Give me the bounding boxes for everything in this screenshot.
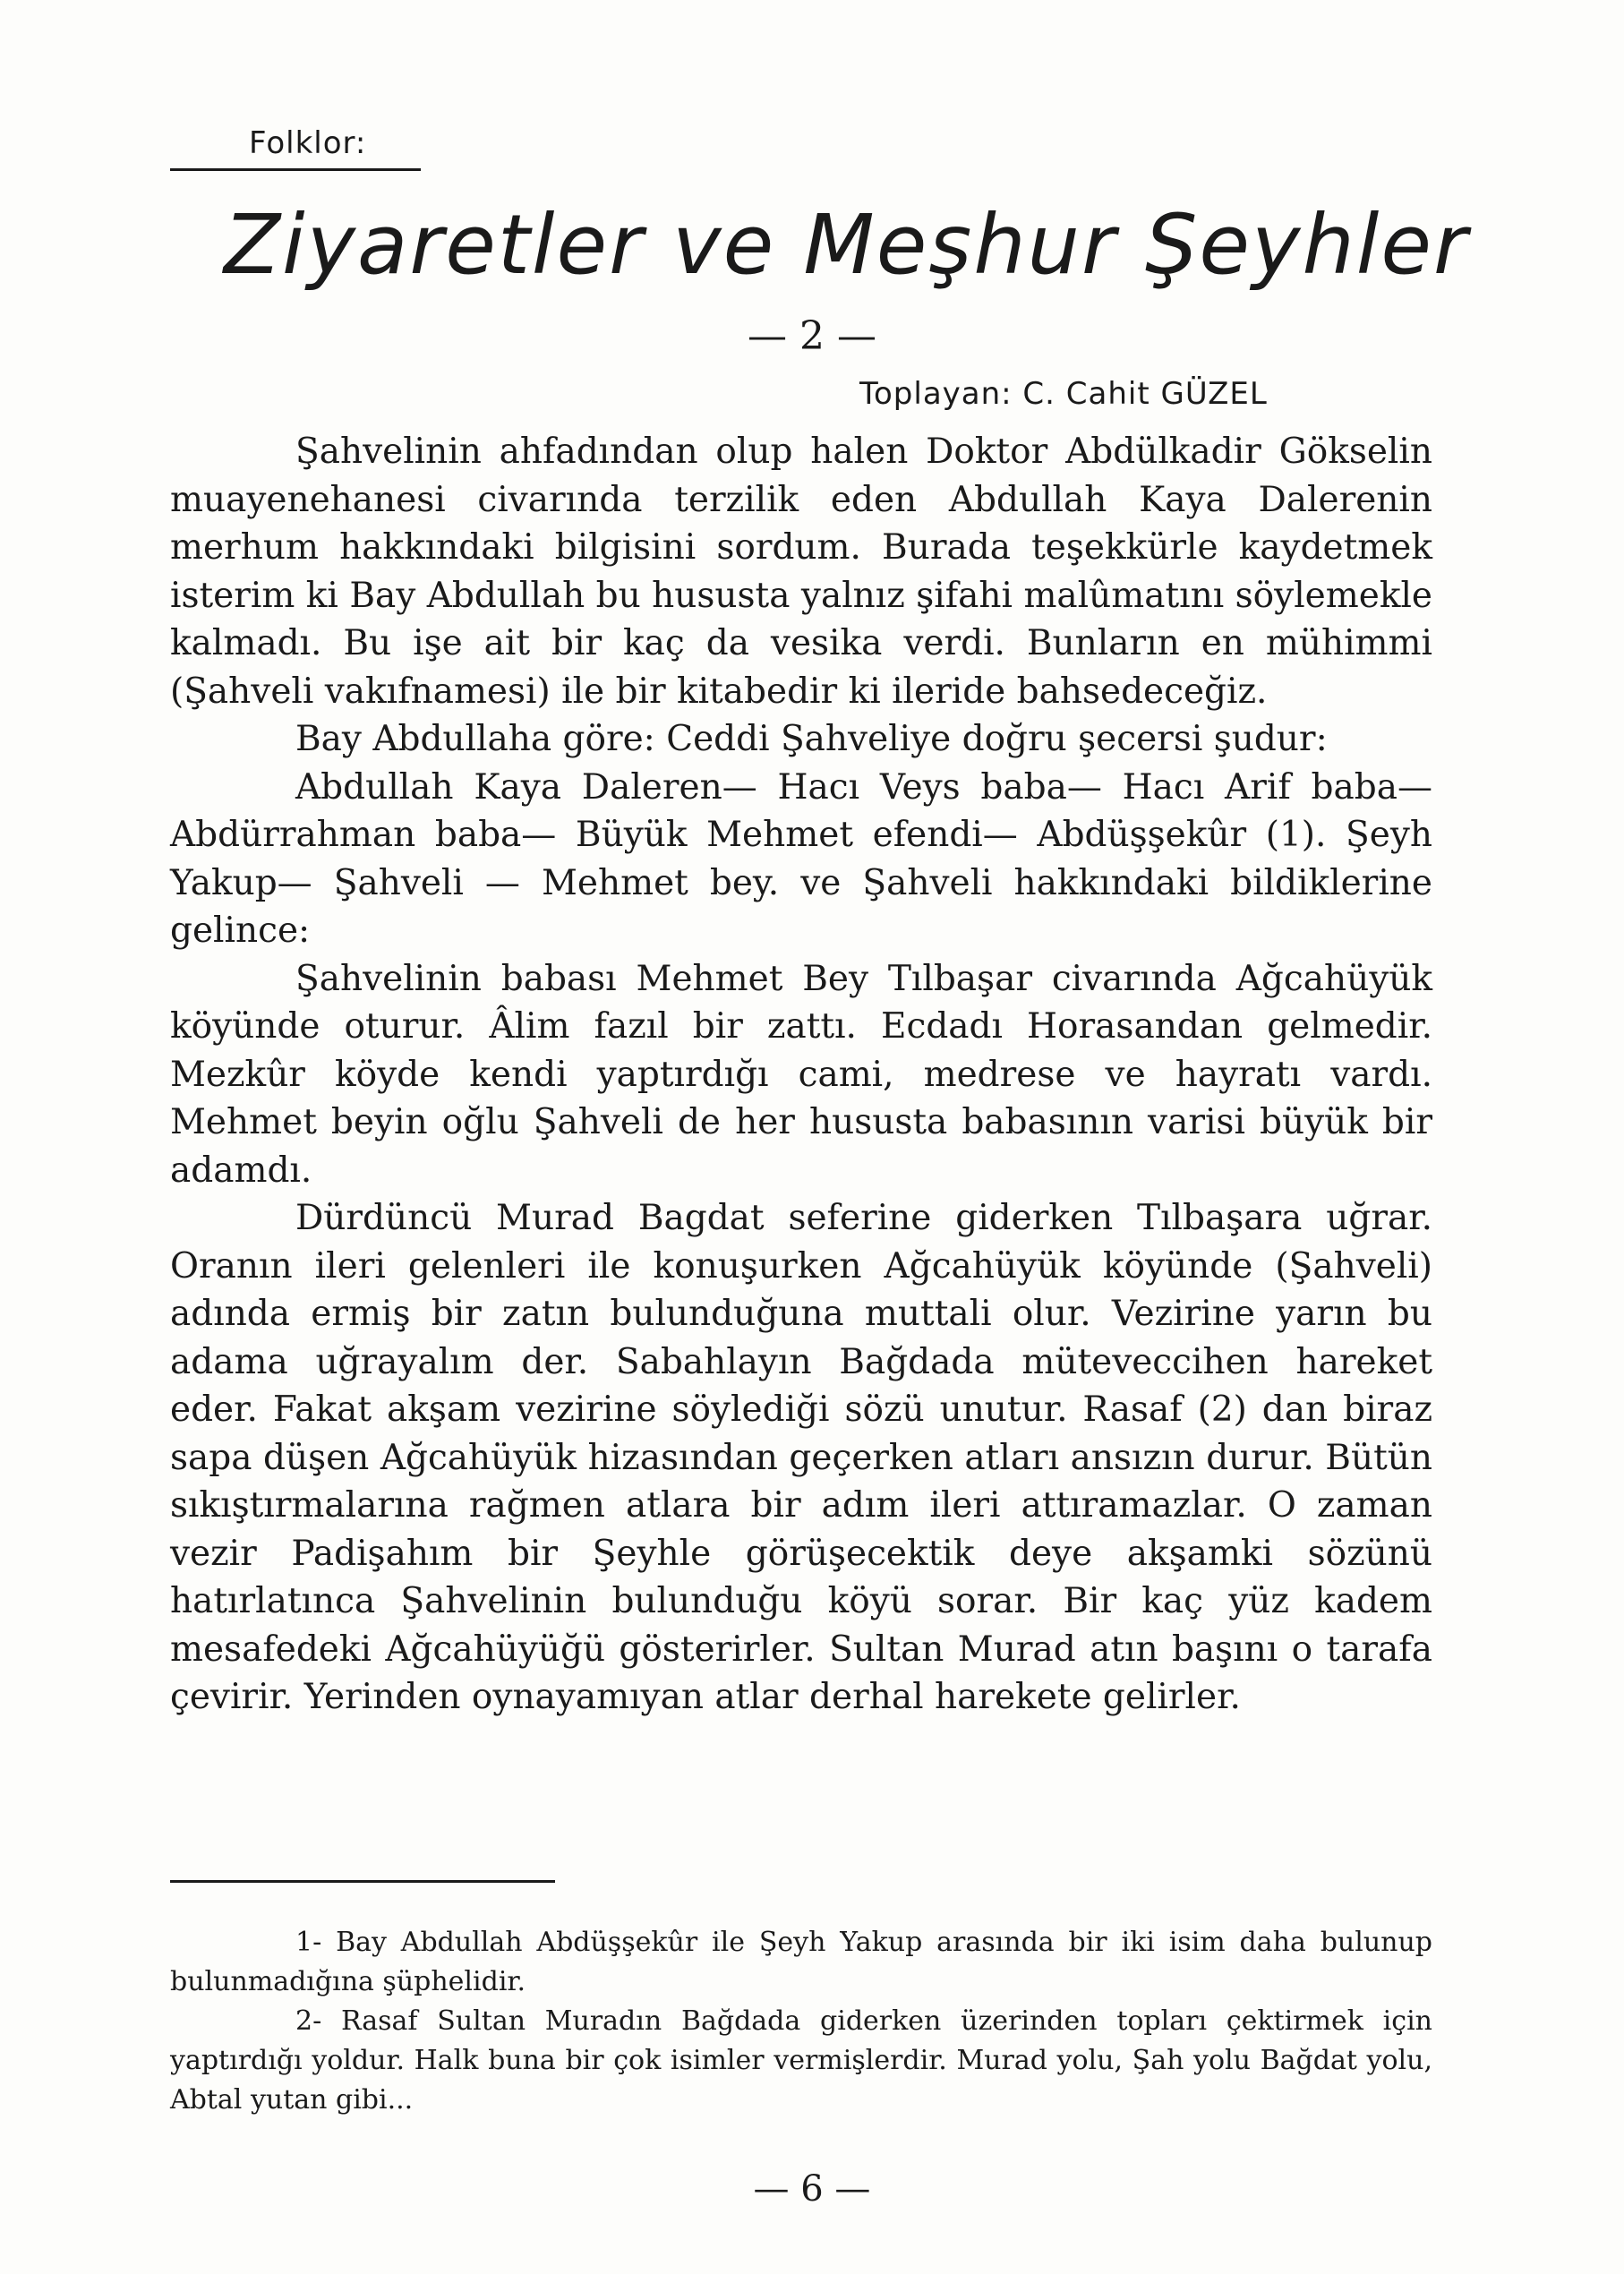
part-number: — 2 — — [748, 313, 876, 359]
body-paragraph: Bay Abdullaha göre: Ceddi Şahveliye doğru şecersi şudur: — [295, 719, 1328, 759]
footnote: 1- Bay Abdullah Abdüşşekûr ile Şeyh Yakup arasında bir iki isim daha bulunup bulunmadığına şüphelidir. — [170, 1927, 1432, 1997]
body-paragraph: Şahvelinin babası Mehmet Bey Tılbaşar civarında Ağcahüyük köyünde oturur. Âlim fazıl bir zattı. Ecdadı Horasandan gelmedir. Mezkûr köyde kendi yaptırdığı cami, medrese ve hayratı vardı. Mehmet beyin oğlu Şahveli de her hususta babasının varisi büyük bir adamdı. — [170, 958, 1432, 1191]
article-body — [170, 428, 1432, 1722]
collector-credit: Toplayan: C. Cahit GÜZEL — [859, 376, 1268, 412]
footnote: 2- Rasaf Sultan Muradın Bağdada giderken üzerinden topları çektirmek için yaptırdığı yoldur. Halk buna bir çok isimler vermişlerdir. Murad yolu, Şah yolu Bağdat yolu, Abtal yutan gibi... — [170, 2005, 1432, 2116]
footnote-divider — [170, 1880, 555, 1883]
article-title: Ziyaretler ve Meşhur Şeyhler — [224, 197, 1469, 293]
section-underline — [170, 168, 421, 171]
body-paragraph: Şahvelinin ahfadından olup halen Doktor Abdülkadir Gökselin muayenehanesi civarında terzilik eden Abdullah Kaya Dalerenin merhum hakkındaki bilgisini sordum. Burada teşekkürle kaydetmek isterim ki Bay Abdullah bu hususta yalnız şifahi malûmatını söylemekle kalmadı. Bu işe ait bir kaç da vesika verdi. Bunların en mühimmi (Şahveli vakıfnamesi) ile bir kitabedir ki ileride bahsedeceğiz. — [170, 432, 1432, 712]
page-number: — 6 — — [753, 2168, 871, 2210]
footnotes — [170, 1923, 1432, 2120]
body-paragraph: Dürdüncü Murad Bagdat seferine giderken Tılbaşara uğrar. Oranın ileri gelenleri ile konuşurken Ağcahüyük köyünde (Şahveli) adında ermiş bir zatın bulunduğuna muttali olur. Vezirine yarın bu adama uğrayalım der. Sabahlayın Bağdada müteveccihen hareket eder. Fakat akşam vezirine söylediği sözü unutur. Rasaf (2) dan biraz sapa düşen Ağcahüyük hizasından geçerken atları ansızın durur. Bütün sıkıştırmalarına rağmen atlara bir adım ileri attıramazlar. O zaman vezir Padişahım bir Şeyhle görüşecektik deye akşamki sözünü hatırlatınca Şahvelinin bulunduğu köyü sorar. Bir kaç yüz kadem mesafedeki Ağcahüyüğü gösterirler. Sultan Murad atın başını o tarafa çevirir. Yerinden oynayamıyan atlar derhal harekete gelirler. — [170, 1198, 1432, 1717]
section-label: Folklor: — [249, 125, 367, 161]
body-paragraph: Abdullah Kaya Daleren— Hacı Veys baba— Hacı Arif baba— Abdürrahman baba— Büyük Mehmet efendi— Abdüşşekûr (1). Şeyh Yakup— Şahveli — Mehmet bey. ve Şahveli hakkındaki bildiklerine gelince: — [170, 766, 1432, 951]
